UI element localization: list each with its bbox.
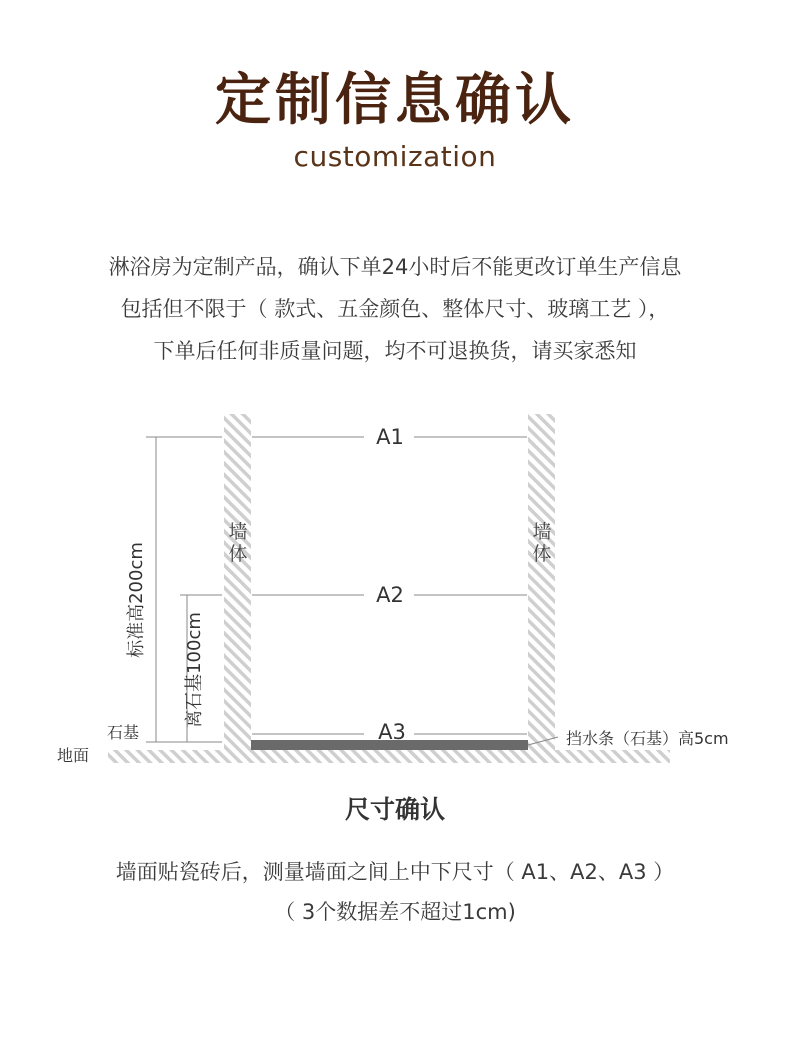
wall-left-label: 墙体 bbox=[228, 521, 248, 565]
wall-right-label: 墙体 bbox=[532, 521, 552, 565]
intro-line-3: 下单后任何非质量问题，均不可退换货，请买家悉知 bbox=[153, 339, 637, 363]
a2-label: A2 bbox=[376, 583, 404, 607]
note-text bbox=[0, 852, 790, 932]
page-title: 定制信息确认 bbox=[215, 68, 575, 133]
a3-label: A3 bbox=[378, 720, 406, 744]
page-subtitle: customization bbox=[293, 140, 497, 173]
intro-text bbox=[0, 246, 790, 372]
stone-base-offset-label: 离石基100cm bbox=[184, 612, 205, 728]
note-line-1: 墙面贴瓷砖后，测量墙面之间上中下尺寸（ A1、A2、A3 ） bbox=[115, 860, 675, 884]
ground-hatch bbox=[108, 750, 670, 763]
right-wall bbox=[528, 414, 555, 750]
left-wall bbox=[224, 414, 251, 750]
stone-base-label: 石基 bbox=[107, 723, 140, 742]
a1-label: A1 bbox=[376, 425, 404, 449]
ground-label: 地面 bbox=[57, 746, 90, 765]
measurement-diagram bbox=[0, 400, 790, 780]
water-strip-label: 挡水条（石基）高5cm bbox=[566, 729, 729, 748]
standard-height-label: 标准高200cm bbox=[126, 542, 147, 658]
intro-line-2: 包括但不限于（ 款式、五金颜色、整体尺寸、玻璃工艺 ）， bbox=[120, 297, 670, 321]
section-title: 尺寸确认 bbox=[344, 795, 445, 824]
intro-line-1: 淋浴房为定制产品，确认下单24小时后不能更改订单生产信息 bbox=[108, 255, 682, 279]
note-line-2: （ 3个数据差不超过1cm) bbox=[274, 900, 516, 924]
